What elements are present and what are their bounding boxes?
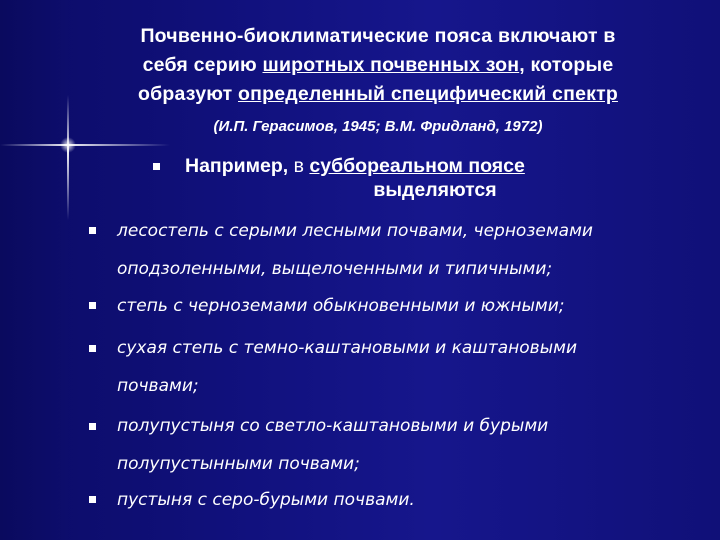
title-underlined-text: широтных почвенных зон: [262, 54, 520, 76]
list-item-line: полупустынными почвами;: [117, 454, 360, 474]
list-item: [117, 481, 677, 519]
sparkle-horizontal: [0, 144, 170, 146]
left-decor-band: [0, 0, 68, 540]
list-item-line: пустыня с серо-бурыми почвами.: [117, 490, 415, 510]
bullet-square-icon: [89, 423, 96, 430]
example-heading: [185, 154, 655, 202]
list-item-line: лесостепь с серыми лесными почвами, черноземами: [117, 221, 593, 241]
bullet-square-icon: [89, 302, 96, 309]
list-item-line: полупустыня со светло-каштановыми и бурыми: [117, 416, 549, 436]
example-plain: в: [293, 155, 310, 177]
example-lead: Например,: [185, 155, 294, 177]
title-text: себя серию: [142, 54, 263, 76]
title-text: образуют: [138, 83, 238, 105]
citation: (И.П. Герасимов, 1945; В.М. Фридланд, 1972): [213, 118, 543, 135]
example-underlined: суббореальном поясе: [309, 155, 525, 177]
title-text: , которые: [519, 54, 614, 76]
list-item: [117, 287, 677, 325]
sparkle-vertical: [67, 95, 69, 220]
list-item: [117, 407, 677, 483]
list-item: [117, 212, 677, 288]
title-underlined-text: определенный специфический спектр: [238, 83, 618, 105]
bullet-square-icon: [153, 163, 160, 170]
bullet-square-icon: [89, 345, 96, 352]
title-line-2: [78, 51, 678, 80]
sparkle-icon: [60, 137, 76, 153]
list-item: [117, 329, 677, 405]
bullet-square-icon: [89, 496, 96, 503]
slide-title: [78, 22, 678, 109]
bullet-square-icon: [89, 227, 96, 234]
example-line-2: выделяются: [373, 179, 497, 201]
title-line-3: [78, 80, 678, 109]
list-item-line: степь с черноземами обыкновенными и южными;: [117, 296, 565, 316]
list-item-line: сухая степь с темно-каштановыми и каштановыми: [117, 338, 577, 358]
title-line-1: Почвенно-биоклиматические пояса включают в: [140, 25, 616, 47]
list-item-line: почвами;: [117, 376, 199, 396]
list-item-line: оподзоленными, выщелоченными и типичными;: [117, 259, 553, 279]
